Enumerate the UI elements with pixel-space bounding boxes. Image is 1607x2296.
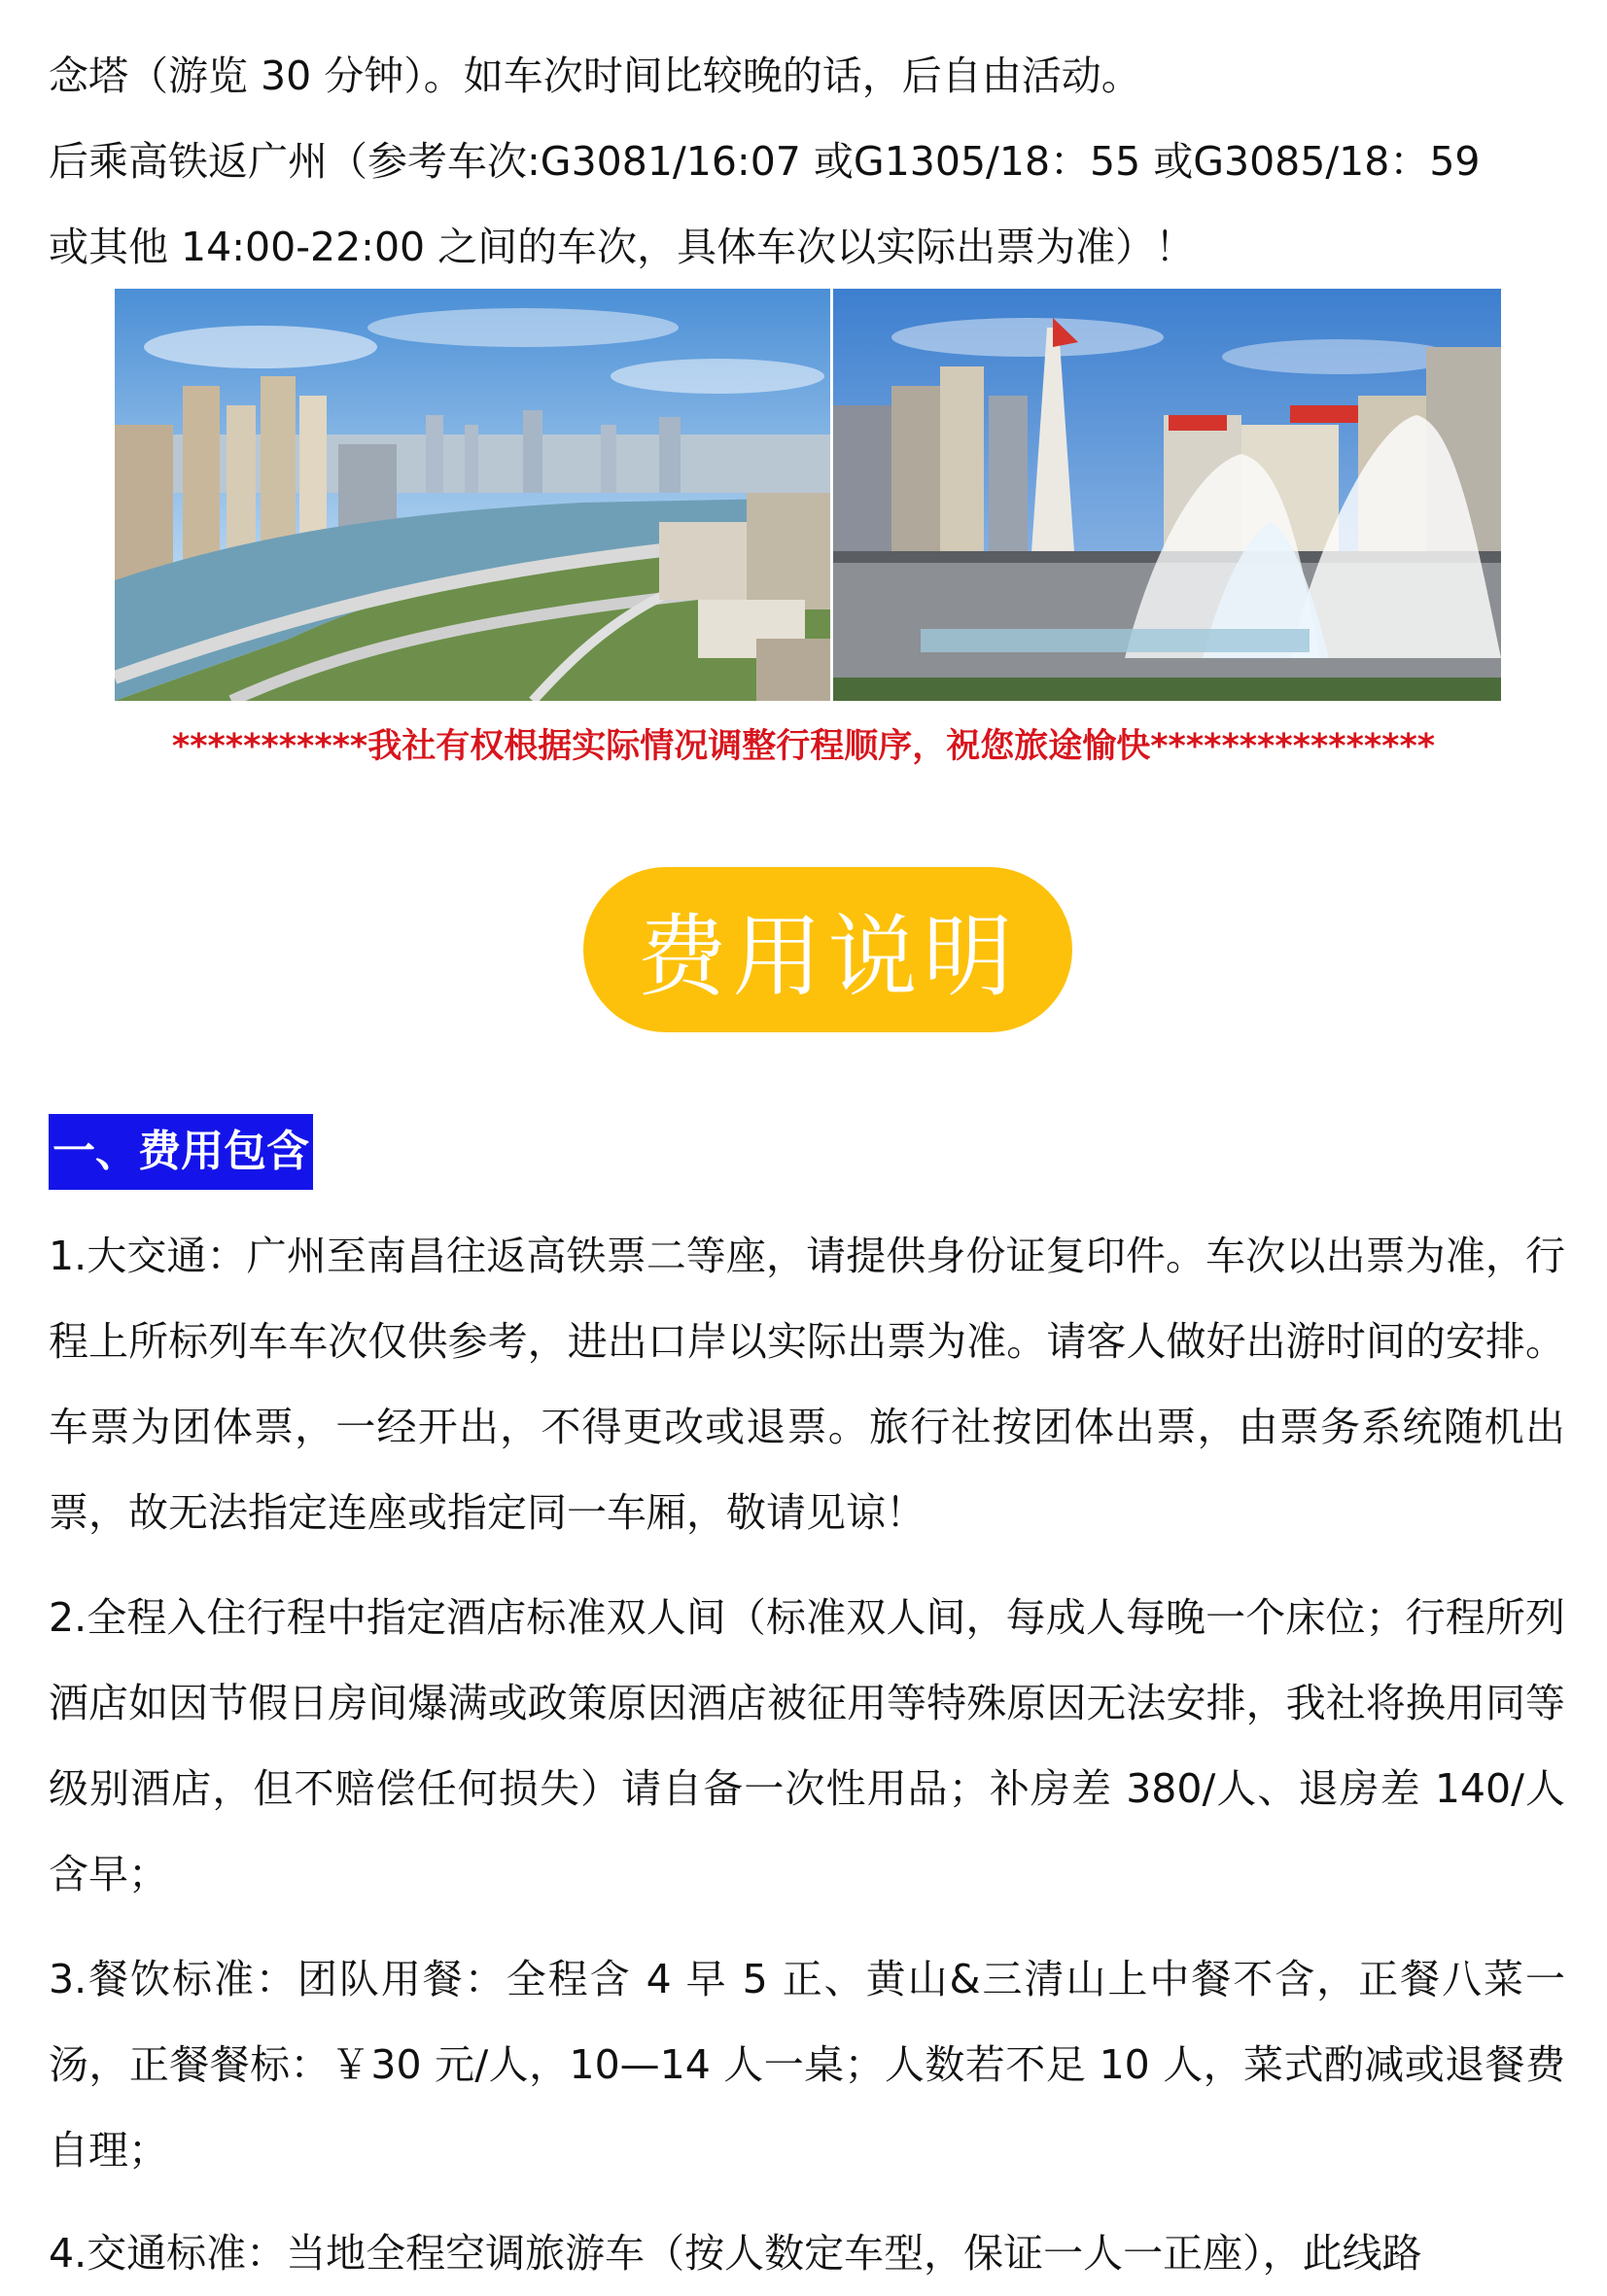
cost-explanation-title: 费用说明: [637, 905, 1019, 1009]
list-item-transport: 1.大交通：广州至南昌往返高铁票二等座，请提供身份证复印件。车次以出票为准，行程上所标列车车次仅供参考，进出口岸以实际出票为准。请客人做好出游时间的安排。车票为团体票，一经开出，不得更改或退票。旅行社按团体出票，由票务系统随机出票，故无法指定连座或指定同一车厢，敬请见谅！: [49, 1233, 1565, 1536]
city-river-skyline-photo: [115, 289, 830, 701]
cost-explanation-banner: [583, 867, 1072, 1032]
section-heading-costs-included: 一、费用包含: [49, 1114, 313, 1190]
itinerary-adjustment-notice: ***********我社有权根据实际情况调整行程顺序，祝您旅途愉快****************: [171, 727, 1436, 766]
intro-line-2: 后乘高铁返广州（参考车次:G3081/16:07 或G1305/18：55 或G3085/18：59: [49, 138, 1481, 185]
intro-line-3: 或其他 14:00-22:00 之间的车次，具体车次以实际出票为准）！: [49, 224, 1196, 270]
intro-line-1: 念塔（游览 30 分钟）。如车次时间比较晚的话，后自由活动。: [49, 52, 1141, 99]
photo-strip: [115, 289, 1501, 701]
monument-square-fountain-photo: [833, 289, 1501, 701]
list-item-hotel: 2.全程入住行程中指定酒店标准双人间（标准双人间，每成人每晚一个床位；行程所列酒店如因节假日房间爆满或政策原因酒店被征用等特殊原因无法安排，我社将换用同等级别酒店，但不赔偿任何损失）请自备一次性用品；补房差 380/人、退房差 140/人含早；: [49, 1594, 1565, 1897]
list-item-meals: 3.餐饮标准：团队用餐：全程含 4 早 5 正、黄山&三清山上中餐不含，正餐八菜一汤，正餐餐标：￥30 元/人，10—14 人一桌；人数若不足 10 人，菜式酌减或退餐费自理；: [49, 1956, 1565, 2174]
list-item-local-transport: 4.交通标准：当地全程空调旅游车（按人数定车型，保证一人一正座），此线路: [49, 2230, 1422, 2277]
